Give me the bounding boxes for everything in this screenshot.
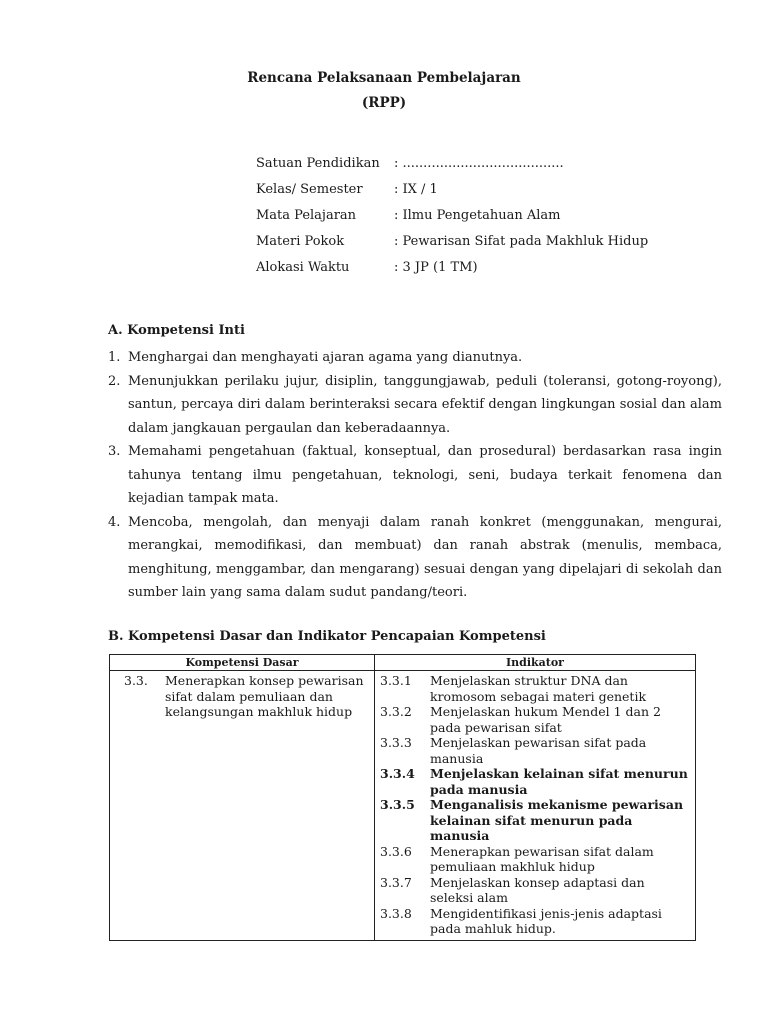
indicator-text: Menjelaskan hukum Mendel 1 dan 2 pada pewarisan sifat xyxy=(430,704,661,735)
identity-row xyxy=(256,182,716,208)
kd-number: 3.3. xyxy=(124,673,148,688)
section-b-title: B. Kompetensi Dasar dan Indikator Pencapaian Kompetensi xyxy=(108,629,546,644)
identity-label: Mata Pelajaran xyxy=(256,208,357,223)
list-item xyxy=(108,370,722,441)
indicator-text: Menjelaskan pewarisan sifat pada manusia xyxy=(430,735,647,766)
indicator-item xyxy=(375,906,695,937)
indicator-item xyxy=(375,735,695,766)
indicator-text: Menganalisis mekanisme pewarisan kelainan sifat menurun pada manusia xyxy=(430,797,684,843)
list-item xyxy=(108,346,722,370)
list-item-number: 1. xyxy=(108,350,121,365)
column-header-kd: Kompetensi Dasar xyxy=(110,655,375,671)
indicator-number: 3.3.6 xyxy=(380,843,412,859)
indicator-item xyxy=(375,673,695,704)
identity-value: : Pewarisan Sifat pada Makhluk Hidup xyxy=(394,234,649,249)
list-item-text: Mencoba, mengolah, dan menyaji dalam ranah konkret (menggunakan, mengurai, merangkai, memodifikasi, dan membuat) dan ranah abstrak (menulis, membaca, menghitung, menggambar, dan mengarang) sesuai dengan yang dipelajari di sekolah dan sumber lain yang sama dalam sudut pandang/teori. xyxy=(128,514,722,600)
identity-row xyxy=(256,234,716,260)
indicator-number: 3.3.8 xyxy=(380,905,412,921)
kompetensi-inti-list xyxy=(108,346,722,605)
kd-cell xyxy=(110,671,375,941)
list-item-number: 3. xyxy=(108,444,121,459)
indicator-text: Menjelaskan konsep adaptasi dan seleksi alam xyxy=(430,874,645,905)
document-title: Rencana Pelaksanaan Pembelajaran xyxy=(247,70,521,86)
identity-value: : ....................................... xyxy=(394,156,564,171)
indicator-text: Menerapkan pewarisan sifat dalam pemuliaan makhluk hidup xyxy=(430,843,654,874)
indicator-number: 3.3.1 xyxy=(380,673,412,688)
indicator-item xyxy=(375,766,695,797)
section-a-title: A. Kompetensi Inti xyxy=(108,323,245,338)
indicator-item xyxy=(375,797,695,844)
indicator-item xyxy=(375,844,695,875)
list-item-number: 2. xyxy=(108,373,121,389)
list-item-text: Memahami pengetahuan (faktual, konseptual, dan prosedural) berdasarkan rasa ingin tahunya tentang ilmu pengetahuan, teknologi, seni, budaya terkait fenomena dan kejadian tampak mata. xyxy=(128,444,722,506)
indicator-text: Mengidentifikasi jenis-jenis adaptasi pada mahluk hidup. xyxy=(430,905,662,936)
identity-label: Satuan Pendidikan xyxy=(256,156,380,171)
list-item xyxy=(108,440,722,511)
identity-row xyxy=(256,156,716,182)
indicator-cell xyxy=(375,671,696,941)
identity-label: Materi Pokok xyxy=(256,234,345,249)
kd-text: Menerapkan konsep pewarisan sifat dalam pemuliaan dan kelangsungan makhluk hidup xyxy=(165,673,364,719)
indicator-item xyxy=(375,875,695,906)
identity-value: : Ilmu Pengetahuan Alam xyxy=(394,208,561,223)
kd-entry xyxy=(110,673,374,720)
indicator-text: Menjelaskan kelainan sifat menurun pada manusia xyxy=(430,766,688,797)
identity-row xyxy=(256,260,716,286)
list-item-number: 4. xyxy=(108,514,121,530)
column-header-indikator: Indikator xyxy=(375,655,696,671)
competency-table xyxy=(109,654,696,941)
indicator-number: 3.3.3 xyxy=(380,735,412,750)
identity-value: : IX / 1 xyxy=(394,182,438,197)
document-subtitle: (RPP) xyxy=(361,95,407,111)
table-header-row xyxy=(110,655,696,671)
identity-label: Kelas/ Semester xyxy=(256,182,363,197)
list-item-text: Menghargai dan menghayati ajaran agama yang dianutnya. xyxy=(128,350,523,365)
identity-value: : 3 JP (1 TM) xyxy=(394,260,478,275)
identity-row xyxy=(256,208,716,234)
indicator-item xyxy=(375,704,695,735)
indicator-text: Menjelaskan struktur DNA dan kromosom sebagai materi genetik xyxy=(430,673,647,704)
list-item xyxy=(108,511,722,605)
indicator-number: 3.3.2 xyxy=(380,704,412,719)
identity-block xyxy=(256,156,716,286)
list-item-text: Menunjukkan perilaku jujur, disiplin, tanggungjawab, peduli (toleransi, gotong-royong), santun, percaya diri dalam berinteraksi secara efektif dengan lingkungan sosial dan alam dalam jangkauan pergaulan dan keberadaannya. xyxy=(128,373,722,436)
identity-label: Alokasi Waktu xyxy=(256,260,350,275)
table-row xyxy=(110,671,696,941)
indicator-number: 3.3.7 xyxy=(380,874,412,890)
indicator-number: 3.3.4 xyxy=(380,766,415,781)
indicator-number: 3.3.5 xyxy=(380,797,415,812)
